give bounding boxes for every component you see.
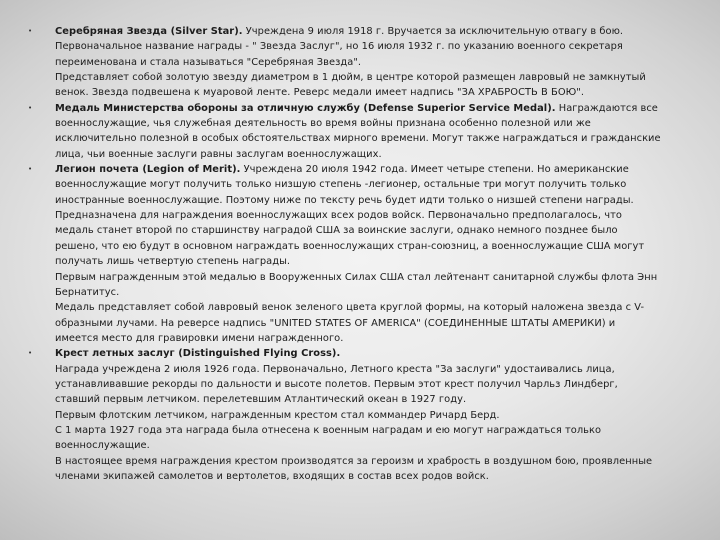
- item-text-line: медаль станет второй по старшинству наградой США за воинские заслуги, однако немного позднее было: [55, 225, 618, 237]
- item-first-line: [55, 101, 690, 116]
- list-item-legion-of-merit: [28, 162, 690, 346]
- item-text-line: военнослужащие могут получить только низшую степень -легионер, остальные три могут получить только: [55, 179, 627, 191]
- item-text-line: устанавливавшие рекорды по дальности и высоте полетов. Первым этот крест получил Чарльз Линдберг,: [55, 378, 618, 390]
- item-text-line: Первым награжденным этой медалью в Вооруженных Силах США стал лейтенант санитарной службы флота Энн: [55, 271, 658, 283]
- item-text-line: членами экипажей самолетов и вертолетов, входящих в состав всех родов войск.: [55, 470, 489, 482]
- item-text-line: исключительно полезной в особых обстоятельствах мирного времени. Могут также награждаться и гражданские: [55, 133, 661, 145]
- item-text-line: Награда учреждена 2 июля 1926 года. Первоначально, Летного креста "За заслуги" удостаивались лица,: [55, 363, 615, 375]
- item-title: Серебряная Звезда (Silver Star).: [55, 26, 243, 37]
- item-text-line: иностранные военнослужащие. Поэтому ниже по тексту речь будет идти только о низшей степени награды.: [55, 194, 634, 206]
- bullet-list: [28, 24, 690, 484]
- item-text-line: образными лучами. На реверсе надпись "UNITED STATES OF AMERICA" (СОЕДИНЕННЫЕ ШТАТЫ АМЕРИКИ) и: [55, 317, 616, 329]
- item-text-line: венок. Звезда подвешена к муаровой ленте. Реверс медали имеет надпись "ЗА ХРАБРОСТЬ В БОЮ".: [55, 87, 585, 99]
- item-text-line: С 1 марта 1927 года эта награда была отнесена к военным наградам и ею могут награждаться только: [55, 424, 602, 436]
- list-item-silver-star: [28, 24, 690, 101]
- item-text-line: Первым флотским летчиком, награжденным крестом стал коммандер Ричард Берд.: [55, 409, 500, 421]
- item-text-line: В настоящее время награждения крестом производятся за героизм и храбрость в воздушном бою, проявленные: [55, 455, 653, 467]
- item-text-line: Представляет собой золотую звезду диаметром в 1 дюйм, в центре которой размещен лавровый не замкнутый: [55, 72, 646, 84]
- item-first-line: [55, 162, 690, 177]
- item-text-line: военнослужащие, чья служебная деятельность во время войны признана особенно полезной или же: [55, 118, 591, 130]
- item-text-line: Первоначальное название награды - " Звезда Заслуг", но 16 июля 1932 г. по указанию военного секретаря: [55, 41, 623, 53]
- item-first-line: [55, 346, 690, 361]
- item-text-line: решено, что ею будут в основном награждать военнослужащих стран-союзниц, а военнослужащие США могут: [55, 240, 645, 252]
- list-item-distinguished-flying-cross: [28, 346, 690, 484]
- item-text-line: ставший первым летчиком. перелетевшим Атлантический океан в 1927 году.: [55, 394, 467, 406]
- item-text: Награждаются все: [555, 102, 658, 114]
- bullet-icon: •: [28, 349, 33, 358]
- item-text-line: Бернатитус.: [55, 286, 120, 298]
- item-text-line: получать лишь четвертую степень награды.: [55, 256, 291, 268]
- item-title: Крест летных заслуг (Distinguished Flying Cross).: [55, 348, 341, 360]
- bullet-icon: •: [28, 103, 33, 112]
- list-item-defense-superior-service-medal: [28, 101, 690, 162]
- item-first-line: [55, 24, 690, 39]
- item-text: Учреждена 9 июля 1918 г. Вручается за исключительную отвагу в бою.: [242, 26, 624, 37]
- item-title: Медаль Министерства обороны за отличную службу (Defense Superior Service Medal).: [55, 102, 556, 114]
- bullet-icon: •: [28, 27, 33, 35]
- bullet-icon: •: [28, 165, 33, 174]
- item-text-line: лица, чьи военные заслуги равны заслугам военнослужащих.: [55, 148, 382, 160]
- item-text-line: переименована и стала называться "Серебряная Звезда".: [55, 56, 362, 68]
- item-text-line: имеется место для гравировки имени награжденного.: [55, 332, 344, 344]
- item-title: Легион почета (Legion of Merit).: [55, 164, 241, 176]
- item-text-line: Медаль представляет собой лавровый венок зеленого цвета круглой формы, на который наложена звезда с V-: [55, 302, 645, 314]
- item-text: Учреждена 20 июля 1942 года. Имеет четыре степени. Но американские: [240, 164, 629, 176]
- item-text-line: военнослужащие.: [55, 440, 150, 452]
- item-text-line: Предназначена для награждения военнослужащих всех родов войск. Первоначально предполагалось, что: [55, 210, 622, 222]
